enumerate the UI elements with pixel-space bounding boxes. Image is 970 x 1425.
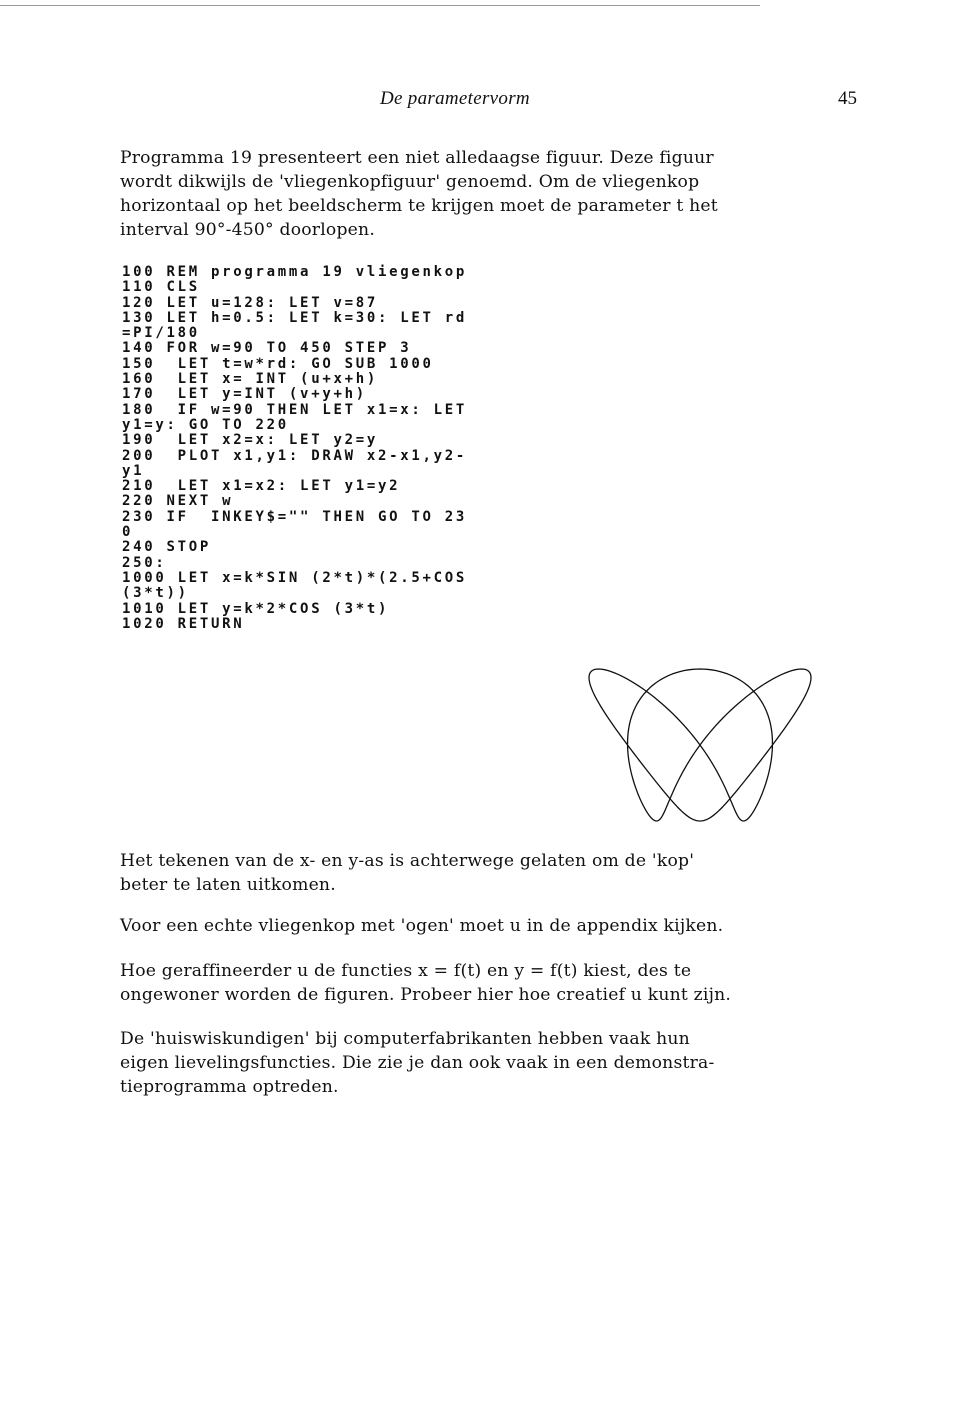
body-paragraph — [120, 959, 880, 1007]
body-line: Het tekenen van de x- en y-as is achterwege gelaten om de 'kop' — [120, 851, 695, 871]
intro-line: horizontaal op het beeldscherm te krijgen moet de parameter t het — [120, 196, 718, 216]
page-number: 45 — [838, 88, 857, 109]
code-line: 120 LET u=128: LET v=87 — [122, 294, 378, 311]
intro-paragraph — [120, 146, 880, 242]
code-line: y1 — [122, 462, 145, 479]
body-paragraph — [120, 914, 880, 938]
vliegenkop-curve — [589, 669, 811, 821]
vliegenkop-figure — [585, 665, 815, 825]
body-line: Voor een echte vliegenkop met 'ogen' moet u in de appendix kijken. — [120, 916, 724, 936]
body-line: ongewoner worden de figuren. Probeer hier hoe creatief u kunt zijn. — [120, 985, 732, 1005]
code-line: 180 IF w=90 THEN LET x1=x: LET — [122, 401, 467, 418]
intro-line: wordt dikwijls de 'vliegenkopfiguur' genoemd. Om de vliegenkop — [120, 172, 700, 192]
code-line: 1000 LET x=k*SIN (2*t)*(2.5+COS — [122, 569, 467, 586]
body-line: beter te laten uitkomen. — [120, 875, 336, 895]
body-line: De 'huiswiskundigen' bij computerfabrikanten hebben vaak hun — [120, 1029, 690, 1049]
code-line: 130 LET h=0.5: LET k=30: LET rd — [122, 309, 467, 326]
code-line: 0 — [122, 524, 134, 541]
body-paragraph — [120, 1027, 880, 1099]
program-listing — [122, 265, 467, 632]
code-line: y1=y: GO TO 220 — [122, 416, 289, 433]
code-line: 110 CLS — [122, 279, 200, 296]
code-line: (3*t)) — [122, 585, 189, 602]
intro-line: Programma 19 presenteert een niet alledaagse figuur. Deze figuur — [120, 148, 714, 168]
code-line: 1020 RETURN — [122, 615, 245, 632]
code-line: 200 PLOT x1,y1: DRAW x2-x1,y2- — [122, 447, 467, 464]
code-line: 140 FOR w=90 TO 450 STEP 3 — [122, 340, 412, 357]
code-line: =PI/180 — [122, 325, 200, 342]
code-line: 170 LET y=INT (v+y+h) — [122, 386, 367, 403]
intro-line: interval 90°-450° doorlopen. — [120, 220, 375, 240]
body-line: Hoe geraffineerder u de functies x = f(t) en y = f(t) kiest, des te — [120, 961, 692, 981]
code-line: 230 IF INKEY$="" THEN GO TO 23 — [122, 508, 467, 525]
code-line: 190 LET x2=x: LET y2=y — [122, 432, 378, 449]
body-paragraph — [120, 849, 880, 897]
code-line: 100 REM programma 19 vliegenkop — [122, 264, 467, 280]
code-line: 150 LET t=w*rd: GO SUB 1000 — [122, 355, 434, 372]
body-line: eigen lievelingsfuncties. Die zie je dan ook vaak in een demonstra- — [120, 1053, 715, 1073]
code-line: 250: — [122, 554, 167, 571]
code-line: 220 NEXT w — [122, 493, 234, 510]
code-line: 160 LET x= INT (u+x+h) — [122, 371, 378, 388]
code-line: 1010 LET y=k*2*COS (3*t) — [122, 600, 390, 617]
code-line: 240 STOP — [122, 539, 212, 556]
top-rule — [0, 5, 760, 6]
body-line: tieprogramma optreden. — [120, 1077, 339, 1097]
code-line: 210 LET x1=x2: LET y1=y2 — [122, 478, 401, 495]
running-header-title: De parametervorm — [380, 88, 530, 109]
